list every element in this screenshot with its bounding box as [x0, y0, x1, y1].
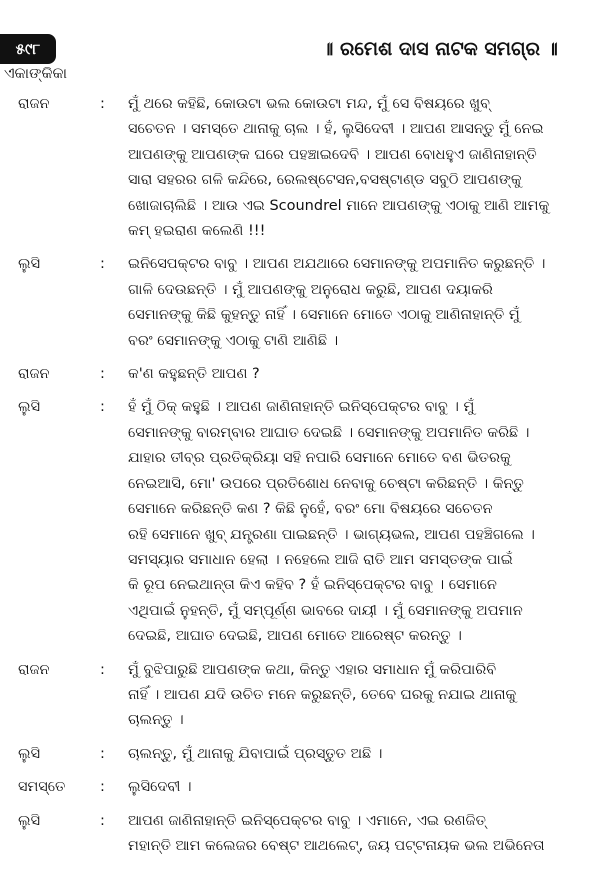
speaker-name: ରାଜନ	[18, 661, 50, 678]
speaker-name: ଲୁସି	[18, 745, 41, 762]
dialogue-text: ମୁଁ ବୁଝିପାରୁଛି ଆପଣଙ୍କ କଥା, କିନ୍ତୁ ଏହାର ସମାଧାନ ମୁଁ କରିପାରିବି ନାହିଁ । ଆପଣ ଯଦି ଉଚିତ ମନେ କରୁଛନ୍ତି, ତେବେ ଘରକୁ ନଯାଇ ଥାନାକୁ ଚାଲନ୍ତୁ ।	[128, 661, 517, 729]
dialogue-text: ଇନିସେପକ୍ଟର ବାବୁ । ଆପଣ ଅଯଥାରେ ସେମାନଙ୍କୁ ଅପମାନିତ କରୁଛନ୍ତି । ଗାଳି ଦେଉଛନ୍ତି । ମୁଁ ଆପଣଙ୍କୁ ଅନୁରୋଧ କରୁଛି, ଆପଣ ଦୟାକରି ସେମାନଙ୍କୁ କିଛି କୁହନ୍ତୁ ନାହିଁ । ସେମାନେ ମୋତେ ଏଠାକୁ ଆଣିନାହାନ୍ତି ମୁଁ ବରଂ ସେମାନଙ୍କୁ ଏଠାକୁ ଟାଣି ଆଣିଛି ।	[128, 256, 546, 349]
dialogue-entry	[18, 92, 578, 244]
dialogue-entry	[18, 775, 578, 800]
speaker-colon: :	[100, 661, 105, 678]
dialogue-text: ହଁ ମୁଁ ଠିକ୍ କହୁଛି । ଆପଣ ଜାଣିନାହାନ୍ତି ଇନିସ୍‌ପେକ୍ଟର ବାବୁ । ମୁଁ ସେମାନଙ୍କୁ ବାରମ୍ବାର ଆଘାତ ଦେଇଛି । ସେମାନଙ୍କୁ ଅପମାନିତ କରିଛି । ଯାହାର ତୀବ୍ର ପ୍ରତିକ୍ରିୟା ସହି ନପାରି ସେମାନେ ମୋତେ ବଣ ଭିତରକୁ ନେଇଆସି, ମୋ' ଉପରେ ପ୍ରତିଶୋଧ ନେବାକୁ ଚେଷ୍ଟା କରିଛନ୍ତି । କିନ୍ତୁ ସେମାନେ କରିଛନ୍ତି କଣ ? କିଛି ନୁହେଁ, ବରଂ ମୋ ବିଷୟରେ ସଚେତନ ରହି ସେମାନେ ଖୁବ୍ ଯନ୍ତ୍ରଣା ପାଇଛନ୍ତି । ଭାଗ୍ୟଭଲ, ଆପଣ ପହଞ୍ଚିଗଲେ । ସମସ୍ୟାର ସମାଧାନ ହେଲା । ନହେଲେ ଆଜି ରାତି ଆମ ସମସ୍ତଙ୍କ ପାଇଁ କି ରୂପ ନେଇଥାନ୍ତା କିଏ କହିବ ? ହଁ ଇନିସ୍‌ପେକ୍ଟର ବାବୁ । ସେମାନେ ଏଥିପାଇଁ ନୁହନ୍ତି, ମୁଁ ସମ୍ପୂର୍ଣ୍ଣ ଭାବରେ ଦାୟୀ । ମୁଁ ସେମାନଙ୍କୁ ଅପମାନ ଦେଇଛି, ଆଘାତ ଦେଇଛି, ଆପଣ ମୋତେ ଆରେଷ୍ଟ କରନ୍ତୁ ।	[128, 399, 535, 645]
dialogue-text: ଆପଣ ଜାଣିନାହାନ୍ତି ଇନିସ୍‌ପେକ୍ଟର ବାବୁ । ଏମାନେ, ଏଇ ରଣଜିତ୍ ମହାନ୍ତି ଆମ କଲେଜର ବେଷ୍ଟ ଆଥଲେଟ୍, ଜୟ ପଟ୍ଟନାୟକ ଭଲ ଅଭିନେତା	[128, 812, 545, 854]
speaker-colon: :	[100, 256, 105, 273]
dialogue-entry	[18, 395, 578, 649]
dialogue-entry	[18, 252, 578, 354]
dialogue-text: ଚାଲନ୍ତୁ, ମୁଁ ଥାନାକୁ ଯିବାପାଇଁ ପ୍ରସ୍ତୁତ ଅଛି ।	[128, 745, 383, 762]
speaker-colon: :	[100, 779, 105, 796]
dialogue-entry	[18, 809, 578, 860]
dialogue-entry	[18, 742, 578, 767]
speaker-colon: :	[100, 399, 105, 416]
speaker-name: ରାଜନ	[18, 96, 50, 112]
dialogue	[18, 92, 578, 867]
speaker-colon: :	[100, 812, 105, 829]
speaker-colon: :	[100, 366, 105, 383]
speaker-name: ସମସ୍ତେ	[18, 779, 66, 796]
speaker-colon: :	[100, 745, 105, 762]
page-number: ୫୯୮	[0, 34, 56, 64]
dialogue-text: କ'ଣ କହୁଛନ୍ତି ଆପଣ ?	[128, 366, 260, 383]
dialogue-text: ଲୁସିଦେବୀ ।	[128, 779, 192, 796]
speaker-name: ଲୁସି	[18, 399, 41, 416]
section-label: ଏକାଙ୍କିକା	[4, 64, 68, 82]
dialogue-entry	[18, 658, 578, 734]
speaker-name: ଲୁସି	[18, 256, 41, 273]
dialogue-text: ମୁଁ ଥରେ କହିଛି, କୋଉଟା ଭଲ କୋଉଟା ମନ୍ଦ, ମୁଁ ସେ ବିଷୟରେ ଖୁବ୍ ସଚେତନ । ସମସ୍ତେ ଥାନାକୁ ଚାଲ । ହଁ, ଲୁସିଦେବୀ । ଆପଣ ଆସନ୍ତୁ ମୁଁ ନେଇ ଆପଣଙ୍କୁ ଆପଣଙ୍କ ଘରେ ପହଞ୍ଚାଇଦେବି । ଆପଣ ବୋଧହୁଏ ଜାଣିନାହାନ୍ତି ସାରା ସହରର ଗଳି କନ୍ଦିରେ, ରେଲଷ୍ଟେସନ,ବସଷ୍ଟାଣ୍ଡ ସବୁଠି ଆପଣଙ୍କୁ ଖୋଜାଚାଲିଛି । ଆଉ ଏଇ Scoundrel ମାନେ ଆପଣଙ୍କୁ ଏଠାକୁ ଆଣି ଆମକୁ କମ୍ ହଇରାଣ କଲେଣି !!!	[128, 96, 550, 240]
speaker-name: ଲୁସି	[18, 812, 41, 829]
speaker-name: ରାଜନ	[18, 366, 50, 383]
speaker-colon: :	[100, 96, 105, 112]
dialogue-entry	[18, 362, 578, 387]
running-header: ॥ ରମେଶ ଦାସ ନାଟକ ସମଗ୍ର ॥	[322, 38, 558, 60]
